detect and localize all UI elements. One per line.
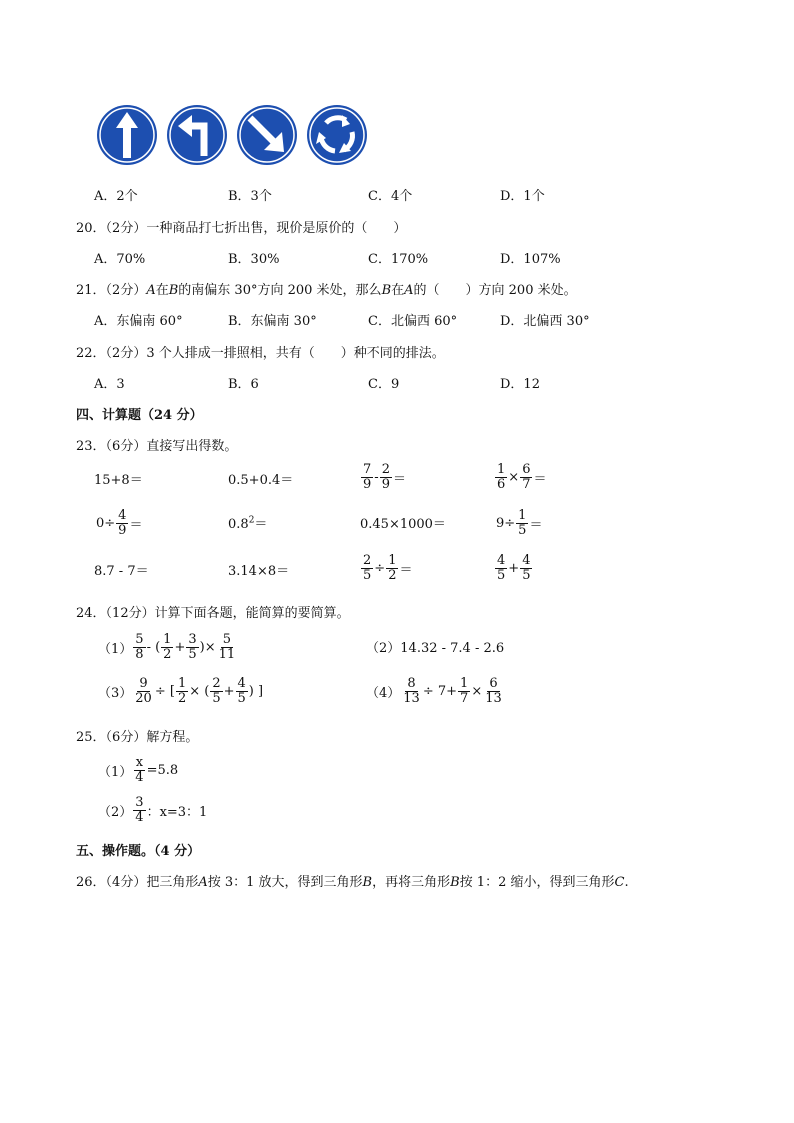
q20-option-c: C．170% xyxy=(368,252,429,267)
q25-stem: 25．（6分）解方程。 xyxy=(76,730,199,745)
q22-stem: 22．（2分）3 个人排成一排照相，共有（ ）种不同的排法。 xyxy=(76,346,445,361)
q21-option-b: B．东偏南 30° xyxy=(228,314,317,329)
q24-stem: 24．（12分）计算下面各题，能简算的要简算。 xyxy=(76,606,350,621)
fraction: $\frac{1}{7}$ xyxy=(460,676,469,706)
q23-r1c2: 0.5+0.4＝ xyxy=(228,473,294,488)
q23-r2c3: 0.45×1000＝ xyxy=(360,517,446,532)
left-turn-sign-icon xyxy=(166,104,228,166)
q24-part-1: （1） $\frac{5}{8}$ - ( $\frac{1}{2}$ + $\frac{3}{5}$ )× $\frac{5}{11}$ xyxy=(98,632,236,662)
q24-part-4: （4） $\frac{8}{13}$ ÷ 7+ $\frac{1}{7}$ × $\frac{6}{13}$ xyxy=(366,676,502,706)
straight-arrow-sign-icon xyxy=(96,104,158,166)
q25-equation-1: （1） $\frac{x}{4}$ =5.8 xyxy=(98,755,179,785)
q20-option-d: D．107% xyxy=(500,252,561,267)
fraction: $\frac{5}{8}$ xyxy=(135,632,144,662)
fraction: $\frac{3}{4}$ xyxy=(135,795,144,825)
fraction: $\frac{6}{13}$ xyxy=(485,676,502,706)
fraction: $\frac{5}{11}$ xyxy=(218,632,236,662)
q21-stem: 21．（2分）A在B的南偏东 30°方向 200 米处，那么B在A的（ ）方向 200 米处。 xyxy=(76,283,577,298)
q23-r1c1: 15+8＝ xyxy=(94,473,143,488)
q19-option-a: A．2个 xyxy=(94,189,138,204)
q20-option-b: B．30% xyxy=(228,252,280,267)
q23-r3c2: 3.14×8＝ xyxy=(228,564,290,579)
fraction: $\frac{1}{2}$ xyxy=(177,676,187,706)
q22-option-a: A．3 xyxy=(94,377,125,392)
fraction: $\frac{1}{2}$ xyxy=(388,553,397,583)
q23-stem: 23．（6分）直接写出得数。 xyxy=(76,439,238,454)
q22-option-b: B．6 xyxy=(228,377,259,392)
fraction: $\frac{4}{5}$ xyxy=(237,676,246,706)
fraction: $\frac{8}{13}$ xyxy=(403,676,420,706)
q21-option-a: A．东偏南 60° xyxy=(94,314,183,329)
diagonal-arrow-sign-icon xyxy=(236,104,298,166)
q22-option-c: C．9 xyxy=(368,377,400,392)
q20-stem: 20．（2分）一种商品打七折出售，现价是原价的（ ） xyxy=(76,221,407,236)
fraction: $\frac{1}{6}$ xyxy=(497,462,506,492)
fraction: $\frac{x}{4}$ xyxy=(135,755,144,785)
fraction: $\frac{4}{9}$ xyxy=(118,508,127,538)
q19-option-d: D．1个 xyxy=(500,189,545,204)
q23-r3c1: 8.7 - 7＝ xyxy=(94,564,149,579)
fraction: $\frac{2}{5}$ xyxy=(212,676,221,706)
q21-option-d: D．北偏西 30° xyxy=(500,314,590,329)
roundabout-sign-icon xyxy=(306,104,368,166)
fraction: $\frac{9}{20}$ xyxy=(135,676,152,706)
q19-option-b: B．3个 xyxy=(228,189,272,204)
fraction: $\frac{2}{5}$ xyxy=(363,553,372,583)
q23-r1c4: $\frac{1}{6}$ × $\frac{6}{7}$ ＝ xyxy=(497,462,547,492)
q23-r3c3: $\frac{2}{5}$ ÷ $\frac{1}{2}$ ＝ xyxy=(363,553,413,583)
q23-r3c4: $\frac{4}{5}$ + $\frac{4}{5}$ xyxy=(497,553,531,583)
fraction: $\frac{4}{5}$ xyxy=(522,553,531,583)
q24-part-2: （2）14.32 - 7.4 - 2.6 xyxy=(366,641,505,656)
fraction: $\frac{6}{7}$ xyxy=(522,462,531,492)
q23-r2c2: $0.8^2=$ xyxy=(228,515,268,532)
section-5-heading: 五、操作题。（4 分） xyxy=(76,844,201,859)
q23-r1c3: $\frac{7}{9}$ - $\frac{2}{9}$ ＝ xyxy=(363,462,406,492)
q19-option-c: C．4个 xyxy=(368,189,413,204)
q20-option-a: A．70% xyxy=(94,252,146,267)
q21-option-c: C．北偏西 60° xyxy=(368,314,458,329)
fraction: $\frac{7}{9}$ xyxy=(363,462,372,492)
q24-part-3: （3） $\frac{9}{20}$ ÷ [ $\frac{1}{2}$ × ( $\frac{2}{5}$ + $\frac{4}{5}$ ) ] xyxy=(98,676,264,706)
section-4-heading: 四、计算题（24 分） xyxy=(76,408,203,423)
fraction: $\frac{3}{5}$ xyxy=(188,632,197,662)
q23-r2c1: 0÷ $\frac{4}{9}$ ＝ xyxy=(96,508,143,538)
q25-equation-2: （2） $\frac{3}{4}$ ：x=3：1 xyxy=(98,795,208,825)
fraction: $\frac{1}{2}$ xyxy=(163,632,172,662)
q23-r2c4: 9÷ $\frac{1}{5}$ ＝ xyxy=(496,508,543,538)
q22-option-d: D．12 xyxy=(500,377,540,392)
fraction: $\frac{2}{9}$ xyxy=(381,462,390,492)
fraction: $\frac{1}{5}$ xyxy=(518,508,527,538)
q26-stem: 26．（4分）把三角形A按 3：1 放大，得到三角形B，再将三角形B按 1：2 缩小，得到三角形C. xyxy=(76,875,629,890)
fraction: $\frac{4}{5}$ xyxy=(497,553,506,583)
